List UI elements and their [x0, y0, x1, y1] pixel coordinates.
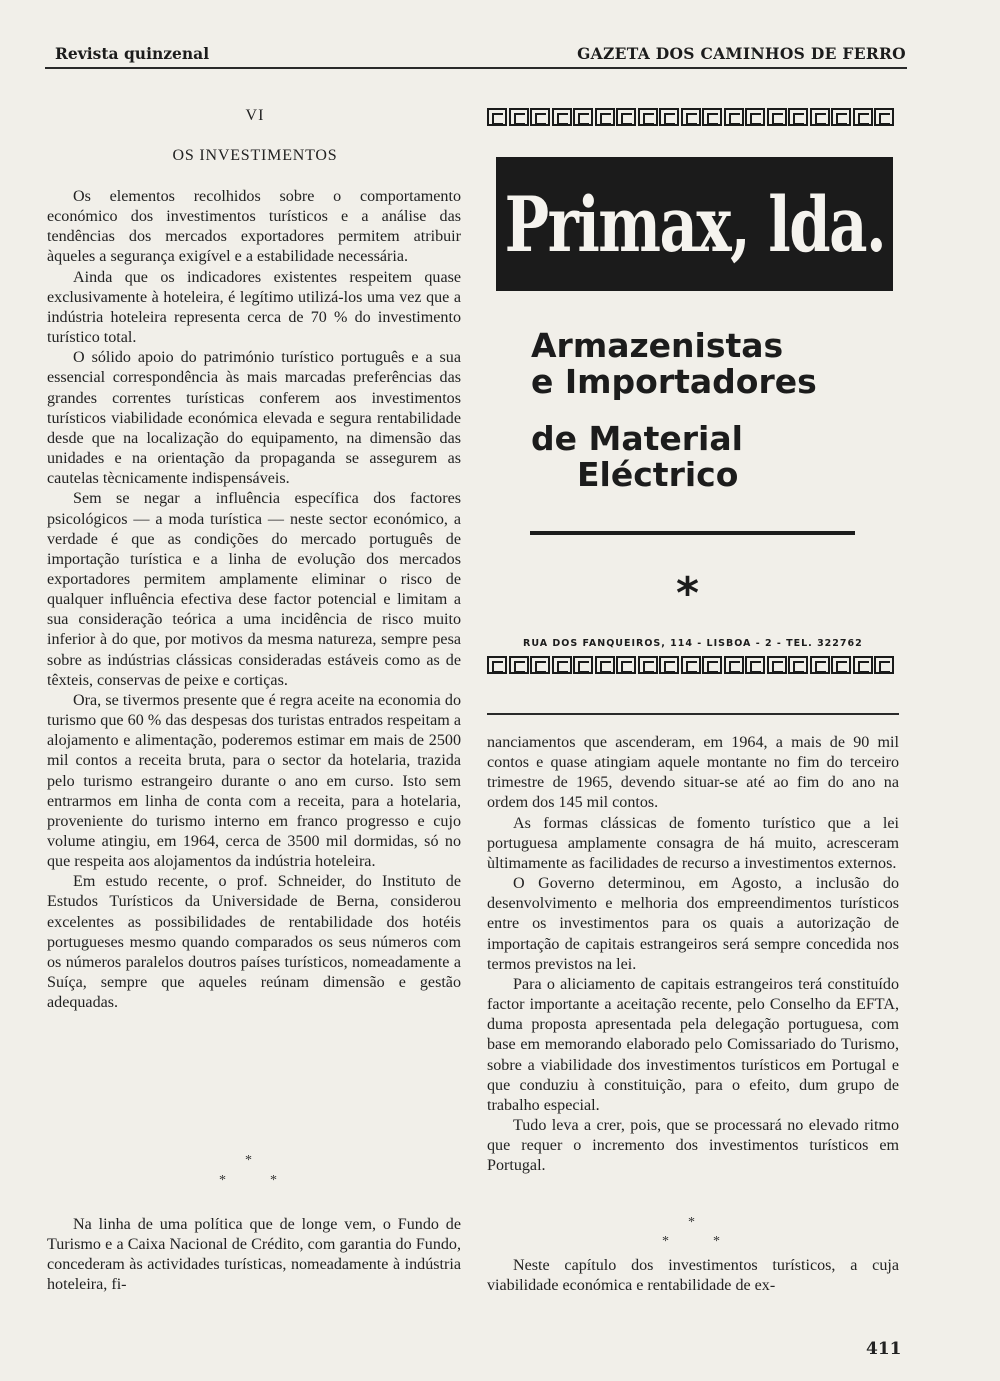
ad-greek-key-border-bottom — [487, 656, 899, 678]
greek-key-icon — [509, 656, 529, 674]
left-column — [47, 187, 461, 1013]
paragraph: Para o aliciamento de capitais estrangeiros terá constituído factor importante a aceitação recente, pelo Conselho da EFTA, duma proposta apresentada pela delegação portuguesa, com base em memorando elaborado pelo Comissariado do Turismo, sobre a viabilidade dos investimentos turísticos em Portugal e que conduziu à constituição, para o efeito, dum grupo de trabalho especial. — [487, 975, 899, 1114]
right-column-continued — [487, 1256, 899, 1296]
paragraph: O Governo determinou, em Agosto, a inclusão do desenvolvimento e melhoria dos empreendimentos turísticos entre os investimentos para os quais a autorização de importação de capitais estrangeiros será sempre concedida nos termos previstos na lei. — [487, 875, 899, 973]
greek-key-icon — [573, 108, 593, 126]
greek-key-icon — [552, 656, 572, 674]
header-rule — [45, 67, 907, 69]
page-number: 411 — [866, 1339, 902, 1359]
ad-line-armazenistas: Armazenistas — [531, 326, 784, 365]
greek-key-icon — [681, 108, 701, 126]
right-column — [487, 733, 899, 1176]
greek-key-icon — [745, 656, 765, 674]
separator-star: * — [270, 1173, 277, 1188]
greek-key-icon — [745, 108, 765, 126]
greek-key-icon — [702, 656, 722, 674]
greek-key-icon — [788, 656, 808, 674]
greek-key-icon — [853, 656, 873, 674]
greek-key-icon — [659, 108, 679, 126]
ad-address: RUA DOS FANQUEIROS, 114 - LISBOA - 2 - TEL. 322762 — [523, 638, 863, 649]
greek-key-icon — [509, 108, 529, 126]
greek-key-icon — [874, 656, 894, 674]
greek-key-icon — [638, 656, 658, 674]
greek-key-icon — [659, 656, 679, 674]
greek-key-icon — [788, 108, 808, 126]
paragraph: Na linha de uma política que de longe vem, o Fundo de Turismo e a Caixa Nacional de Crédito, com garantia do Fundo, concederam às actividades turísticas, nomeadamente à indústria hoteleira, fi- — [47, 1216, 461, 1294]
separator-star: * — [688, 1215, 695, 1230]
greek-key-icon — [724, 656, 744, 674]
paragraph: Sem se negar a influência específica dos factores psicológicos — a moda turística — neste sector económico, a verdade é que as condições do mercado português de importação turística e a linha de evolução dos mercados exportadores permitem amplamente eliminar o risco de qualquer influência efectiva dese factor potencial e limitam a sua consideração teórica a uma incidência de risco muito inferior à do que, por motivos da mesma natureza, sempre pesa sobre as indústrias clássicas consideradas estáveis como as de têxteis, conservas de peixe e cortiças. — [47, 490, 461, 689]
greek-key-icon — [724, 108, 744, 126]
ad-rule — [530, 531, 855, 535]
greek-key-icon — [616, 108, 636, 126]
ad-brand-name: Primax, lda. — [504, 179, 885, 269]
separator-star: * — [245, 1153, 252, 1168]
greek-key-icon — [638, 108, 658, 126]
greek-key-icon — [487, 108, 507, 126]
journal-title: GAZETA DOS CAMINHOS DE FERRO — [577, 44, 906, 63]
journal-subtitle: Revista quinzenal — [55, 44, 210, 63]
ad-line-importadores: e Importadores — [531, 362, 817, 401]
greek-key-icon — [487, 656, 507, 674]
separator-star: * — [662, 1234, 669, 1249]
paragraph: Tudo leva a crer, pois, que se processará no elevado ritmo que requer o incremento dos investimentos turísticos em Portugal. — [487, 1116, 899, 1175]
greek-key-icon — [810, 656, 830, 674]
greek-key-icon — [573, 656, 593, 674]
paragraph: As formas clássicas de fomento turístico que a lei portuguesa amplamente consagra de há muito, acresceram ùltimamente as facilidades de recurso a investimentos externos. — [487, 814, 899, 872]
greek-key-icon — [530, 656, 550, 674]
greek-key-icon — [853, 108, 873, 126]
greek-key-icon — [552, 108, 572, 126]
paragraph: Ainda que os indicadores existentes respeitem quase exclusivamente à hoteleira, é legítimo utilizá-los uma vez que a indústria hoteleira representa cerca de 70 % do investimento turístico total. — [47, 268, 461, 347]
greek-key-icon — [530, 108, 550, 126]
greek-key-icon — [767, 108, 787, 126]
greek-key-icon — [831, 108, 851, 126]
section-title: OS INVESTIMENTOS — [172, 147, 338, 164]
paragraph: O sólido apoio do património turístico português e a sua essencial correspondência às mais marcadas preferências das grandes correntes turísticas conferem aos investimentos turísticos viabilidade económica elevada e segura rentabilidade desde que na localização do equipamento, na dimensão das unidades e na orientação da propaganda se assegurem as cautelas tècnicamente indispensáveis. — [47, 349, 461, 488]
greek-key-icon — [702, 108, 722, 126]
ad-line-electrico: Eléctrico — [577, 455, 739, 494]
paragraph: Em estudo recente, o prof. Schneider, do Instituto de Estudos Turísticos da Universidade de Berna, considerou excelentes as possibilidades de rentabilidade dos hotéis portugueses mesmo quando comparados os seus números com os números paralelos doutros países turísticos, nomeadamente a Suíça, sempre que aqueles reúnam dimensão e gestão adequadas. — [47, 873, 461, 1012]
separator-star: * — [219, 1173, 226, 1188]
paragraph: Ora, se tivermos presente que é regra aceite na economia do turismo que 60 % das despesas dos turistas entrados respeitam a alojamento e alimentação, poderemos estimar em mais de 2500 mil contos a receita bruta, para o sector da hotelaria, trazida pelo turismo estrangeiro durante o ano em curso. Isto sem entrarmos em linha de conta com a receita, para a hotelaria, proveniente do turismo interno em franco progresso e cujo volume atingiu, em 1964, cerca de 3500 mil dormidas, só no que respeita aos alojamentos da indústria hoteleira. — [47, 691, 461, 871]
paragraph: Neste capítulo dos investimentos turísticos, a cuja viabilidade económica e rentabilidade de ex- — [487, 1257, 899, 1295]
separator-star: * — [713, 1234, 720, 1249]
greek-key-icon — [810, 108, 830, 126]
paragraph: nanciamentos que ascenderam, em 1964, a mais de 90 mil contos e quase atingiam aquele montante no fim do terceiro trimestre de 1965, devendo situar-se até ao fim do ano na ordem dos 145 mil contos. — [487, 734, 899, 812]
greek-key-icon — [874, 108, 894, 126]
greek-key-icon — [595, 656, 615, 674]
left-column-continued — [47, 1215, 461, 1296]
greek-key-icon — [681, 656, 701, 674]
greek-key-icon — [831, 656, 851, 674]
paragraph: Os elementos recolhidos sobre o comportamento económico dos investimentos turísticos e a análise das tendências dos mercados exportadores permitem atribuir àqueles a segurança exigível e a estabilidade necessária. — [47, 188, 461, 266]
greek-key-icon — [767, 656, 787, 674]
greek-key-icon — [595, 108, 615, 126]
greek-key-icon — [616, 656, 636, 674]
ad-line-material: de Material — [531, 419, 743, 458]
ad-bottom-rule — [487, 713, 899, 715]
section-number: VI — [245, 107, 265, 124]
ad-greek-key-border-top — [487, 108, 899, 130]
ad-asterisk: * — [676, 568, 700, 619]
ad-brand-box — [496, 157, 893, 291]
